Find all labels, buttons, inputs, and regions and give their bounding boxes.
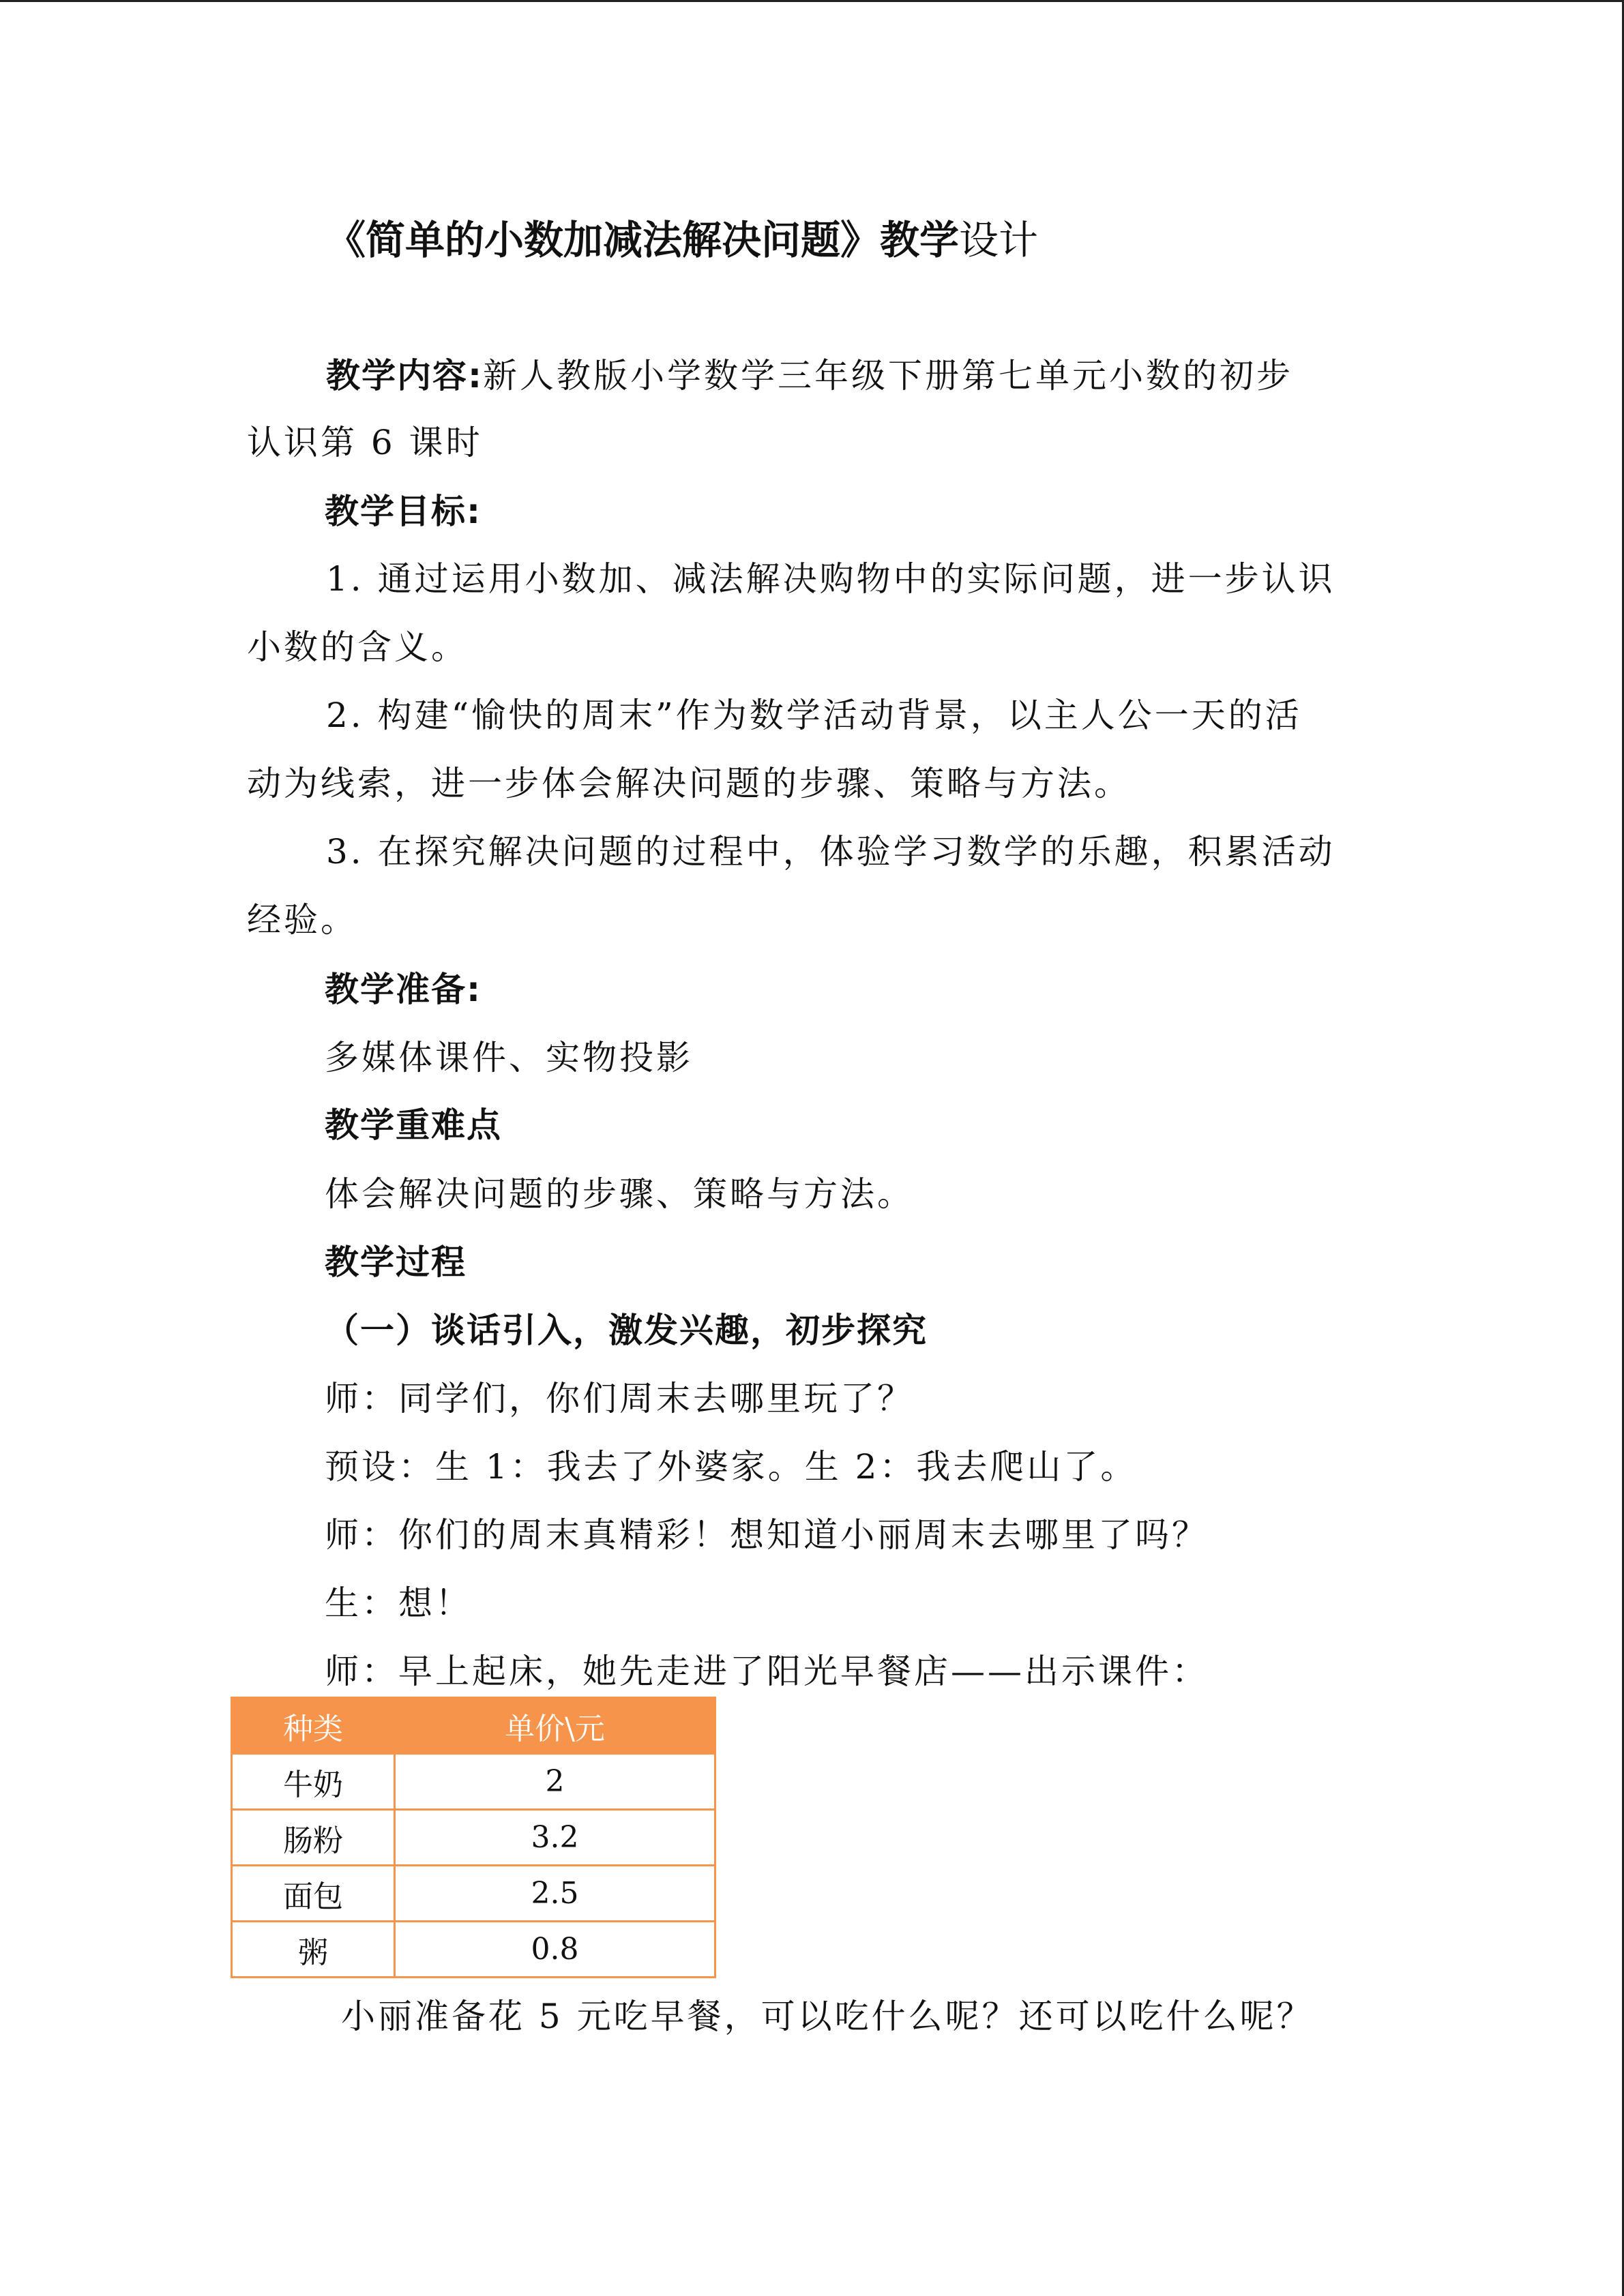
table-header-row [232,1698,715,1754]
dialogue-2: 预设：生 1：我去了外婆家。生 2：我去爬山了。 [325,1447,1138,1487]
objectives-label: 教学目标: [325,492,482,531]
objective-2a: 2. 构建“愉快的周末”作为数学活动背景，以主人公一天的活 [326,696,1302,735]
cell-item: 面包 [232,1866,395,1922]
cell-price: 0.8 [395,1922,715,1978]
page-top-border [0,0,1624,2]
objective-1a: 1. 通过运用小数加、减法解决购物中的实际问题，进一步认识 [326,559,1335,599]
table-row [232,1754,715,1810]
cell-item: 粥 [232,1922,395,1978]
key-label: 教学重难点 [325,1105,502,1145]
key-text: 体会解决问题的步骤、策略与方法。 [325,1174,914,1214]
cell-price: 2 [395,1754,715,1810]
content-text-1: 新人教版小学数学三年级下册第七单元小数的初步 [483,356,1293,396]
dialogue-5: 师：早上起床，她先走进了阳光早餐店——出示课件： [325,1652,1209,1691]
header-price: 单价\元 [395,1698,715,1754]
content-text-2: 认识第 6 课时 [247,423,483,462]
table-row [232,1866,715,1922]
header-type: 种类 [232,1698,395,1754]
page-title [326,208,1038,265]
dialogue-1: 师：同学们，你们周末去哪里玩了？ [325,1379,914,1418]
cell-item: 牛奶 [232,1754,395,1810]
dialogue-4: 生：想！ [325,1583,472,1623]
breakfast-price-table [231,1697,716,1978]
title-normal: 设计 [959,217,1039,263]
objective-3a: 3. 在探究解决问题的过程中，体验学习数学的乐趣，积累活动 [326,832,1335,871]
content-line [326,353,1293,398]
objective-1b: 小数的含义。 [247,627,468,667]
question-text: 小丽准备花 5 元吃早餐，可以吃什么呢？还可以吃什么呢？ [341,1997,1314,2036]
cell-price: 3.2 [395,1810,715,1866]
process-label: 教学过程 [325,1242,467,1282]
cell-item: 肠粉 [232,1810,395,1866]
prep-label: 教学准备: [325,970,482,1009]
objective-3b: 经验。 [247,900,357,940]
title-bold: 《简单的小数加减法解决问题》教学 [326,217,960,263]
prep-text: 多媒体课件、实物投影 [325,1038,693,1077]
content-label: 教学内容: [326,356,483,396]
table-row [232,1810,715,1866]
objective-2b: 动为线索，进一步体会解决问题的步骤、策略与方法。 [247,764,1131,803]
section-1-heading: （一）谈话引入，激发兴趣，初步探究 [325,1311,928,1350]
cell-price: 2.5 [395,1866,715,1922]
table-row [232,1922,715,1978]
dialogue-3: 师：你们的周末真精彩！想知道小丽周末去哪里了吗？ [325,1515,1209,1555]
